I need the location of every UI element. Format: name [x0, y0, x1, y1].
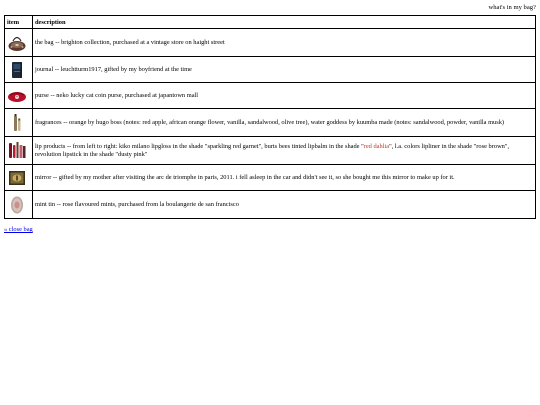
description-text: ", l.a. colors lipliner in the shade "rose brown", revolution lipstick in the shade "dusty pink"	[35, 142, 510, 158]
table-row	[5, 57, 536, 83]
table-row	[5, 29, 536, 57]
table-row	[5, 83, 536, 109]
column-header-item: item	[5, 16, 33, 29]
item-description: fragrances -- orange by hugo boss (notes: red apple, african orange flower, vanilla, sandalwood, olive tree), water goddess by kuumba made (notes: sandalwood, powder, vanilla musk)	[33, 109, 536, 137]
bag-photo-icon	[7, 33, 27, 53]
column-header-description: description	[33, 16, 536, 29]
close-bag-link[interactable]: « close bag	[4, 226, 33, 233]
journal-photo-icon	[7, 60, 27, 80]
item-description: journal -- leuchtturm1917, gifted by my boyfriend at the time	[33, 57, 536, 83]
page-title: what's in my bag?	[488, 4, 536, 11]
table-row	[5, 109, 536, 137]
item-description: mint tin -- rose flavoured mints, purchased from la boulangerie de san francisco	[33, 191, 536, 219]
item-description: the bag -- brighton collection, purchased at a vintage store on haight street	[33, 29, 536, 57]
lip-products-photo-icon	[7, 141, 27, 161]
description-text: lip products -- from left to right: kiko milano lipgloss in the shade "sparkling red garnet", burts bees tinted lipbalm in the shade "	[35, 142, 364, 150]
item-description: mirror -- gifted by my mother after visiting the arc de triomphe in paris, 2011. i fell asleep in the car and didn't see it, so she bought me this mirror to make up for it.	[33, 165, 536, 191]
mint-tin-photo-icon	[7, 195, 27, 215]
fragrance-bottles-photo-icon	[7, 113, 27, 133]
bag-items-table	[4, 15, 536, 219]
item-description: purse -- neko lucky cat coin purse, purchased at japantown mall	[33, 83, 536, 109]
mirror-photo-icon	[7, 168, 27, 188]
highlighted-shade-name: red dahlia	[363, 142, 390, 150]
item-description	[33, 137, 536, 165]
table-header-row	[5, 16, 536, 29]
table-row	[5, 191, 536, 219]
coin-purse-photo-icon	[7, 86, 27, 106]
table-row	[5, 137, 536, 165]
table-row	[5, 165, 536, 191]
